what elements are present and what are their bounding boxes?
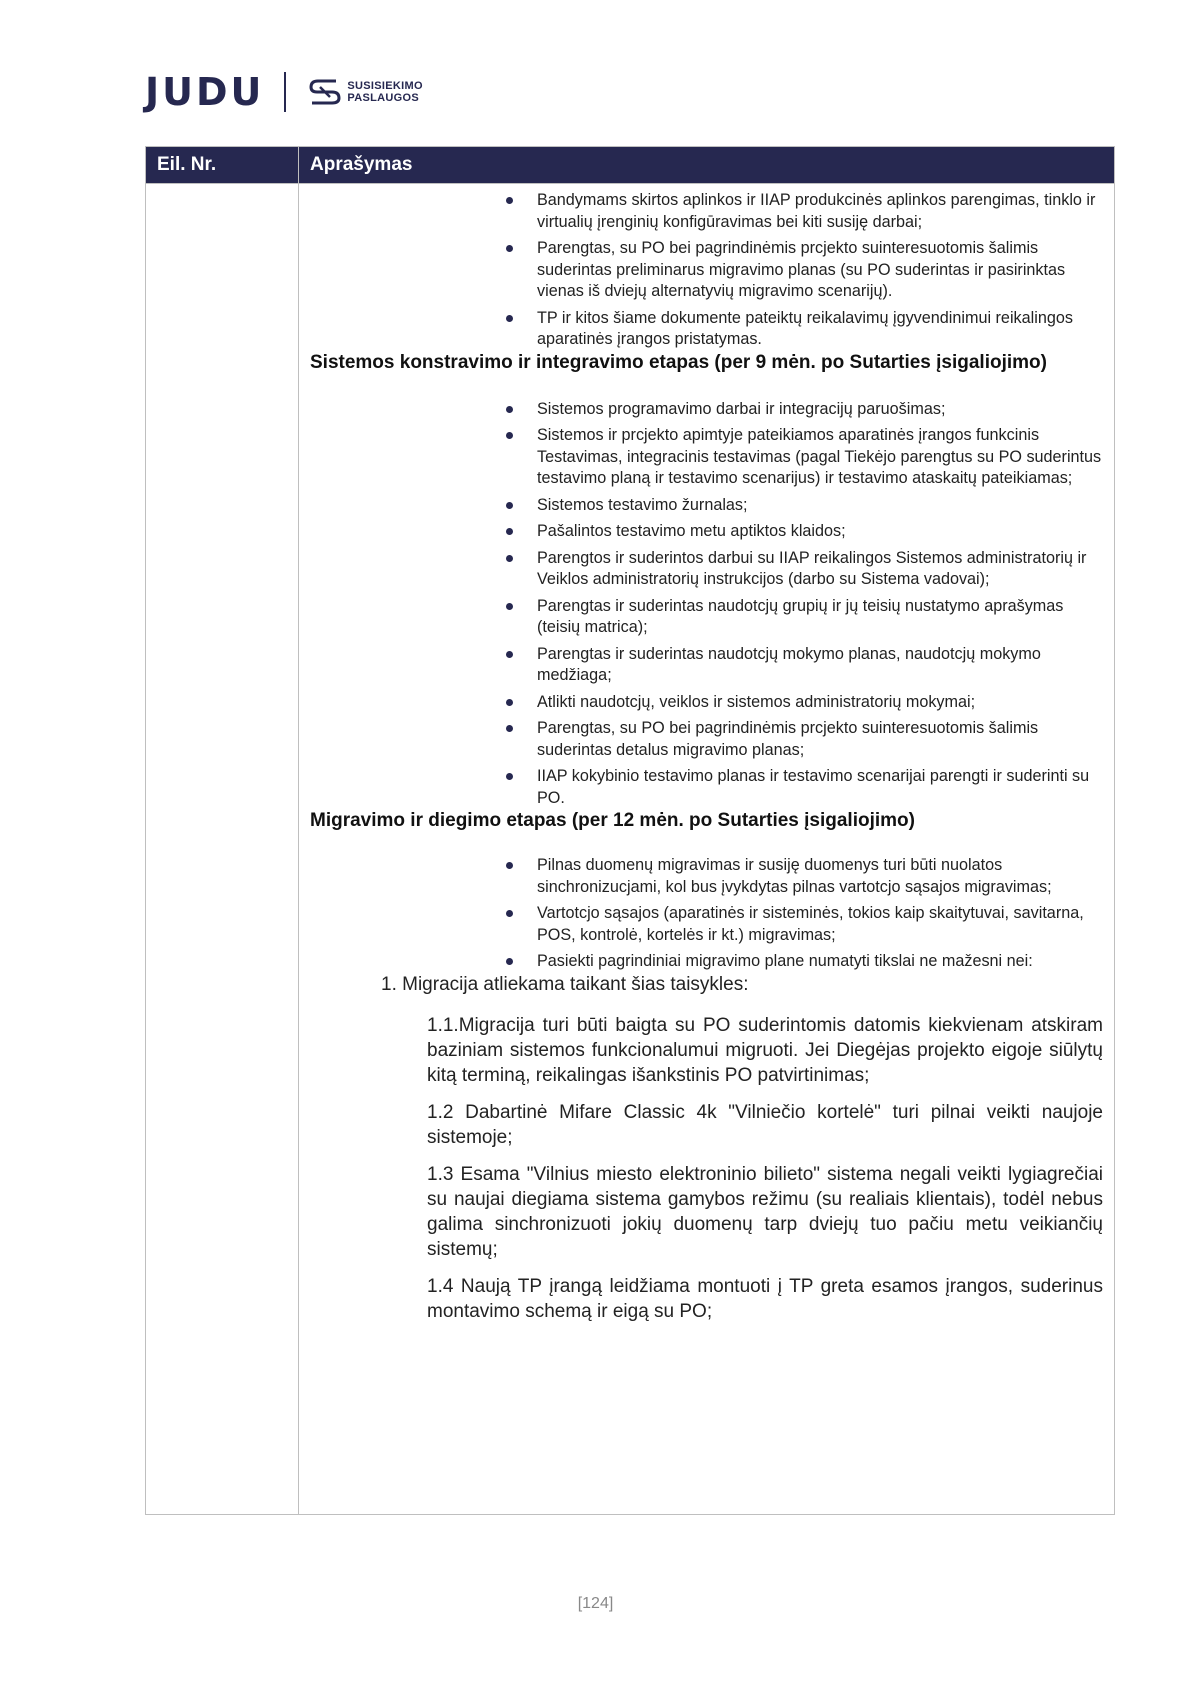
list-item: Bandymams skirtos aplinkos ir IIAP produkcinės aplinkos parengimas, tinklo ir virtualių įrenginių konfigūravimas bei kiti susiję darbai; (537, 190, 1103, 233)
intro-bullet-list (310, 190, 1103, 351)
column-header-aprasymas: Aprašymas (299, 147, 1115, 184)
section-heading-construction: Sistemos konstravimo ir integravimo etapas (per 9 mėn. po Sutarties įsigaliojimo) (310, 351, 1047, 373)
list-item: Parengtas ir suderintas naudotcjų mokymo planas, naudotcjų mokymo medžiaga; (537, 644, 1103, 687)
list-item: Parengtas ir suderintas naudotcjų grupių ir jų teisių nustatymo aprašymas (teisių matrica); (537, 596, 1103, 639)
section-heading-migration: Migravimo ir diegimo etapas (per 12 mėn. po Sutarties įsigaliojimo) (310, 810, 915, 831)
list-item: IIAP kokybinio testavimo planas ir testavimo scenarijai parengti ir suderinti su PO. (537, 766, 1103, 809)
logo-text (347, 80, 422, 104)
list-item: Atlikti naudotcjų, veiklos ir sistemos administratorių mokymai; (537, 692, 1103, 714)
header-logo (145, 70, 423, 114)
logo-text-line1: SUSISIEKIMO (347, 80, 423, 92)
eil-nr-cell (146, 184, 299, 1515)
description-cell (299, 184, 1115, 1515)
column-header-eil-nr: Eil. Nr. (146, 147, 299, 184)
sub-item-1-2: 1.2 Dabartinė Mifare Classic 4k "Vilniečio kortelė" turi pilnai veikti naujoje sistemoje; (427, 1101, 1103, 1148)
sub-item-1-4: 1.4 Naują TP įrangą leidžiama montuoti į TP greta esamos įrangos, suderinus montavimo schemą ir eigą su PO; (427, 1275, 1103, 1322)
logo-text-line2: PASLAUGOS (347, 92, 419, 104)
table-row (146, 184, 1115, 1515)
list-item: Sistemos programavimo darbai ir integracijų paruošimas; (537, 399, 1103, 421)
description-table (145, 146, 1115, 1515)
construction-bullet-list (310, 399, 1103, 810)
list-item: Vartotcjo sąsajos (aparatinės ir sisteminės, tokios kaip skaitytuvai, savitarna, POS, kontrolė, kortelės ir kt.) migravimas; (537, 903, 1103, 946)
page-number: [124] (577, 1595, 614, 1612)
numbered-item-1: 1. Migracija atliekama taikant šias taisykles: (381, 973, 749, 995)
susisiekimo-paslaugos-logo-icon (308, 77, 342, 107)
list-item: Sistemos testavimo žurnalas; (537, 495, 1103, 517)
list-item: Pilnas duomenų migravimas ir susiję duomenys turi būti nuolatos sinchronizucjami, kol bus įvykdytas pilnas vartotcjo sąsajos migravimas; (537, 855, 1103, 898)
list-item: Parengtas, su PO bei pagrindinėmis prcjekto suinteresuotomis šalimis suderintas preliminarus migravimo planas (su PO suderintas ir pasirinktas vienas iš dviejų alternatyvių migravimo scenarijų). (537, 238, 1103, 303)
list-item: Sistemos ir prcjekto apimtyje pateikiamos aparatinės įrangos funkcinis Testavimas, integracinis testavimas (pagal Tiekėjo parengtus su PO suderintus testavimo planą ir testavimo scenarijus) ir testavimo ataskaitų pateikiamas; (537, 425, 1103, 490)
list-item: Pasiekti pagrindiniai migravimo plane numatyti tikslai ne mažesni nei: (537, 951, 1103, 973)
judu-logo: JUDU (145, 70, 265, 114)
list-item: Pašalintos testavimo metu aptiktos klaidos; (537, 521, 1103, 543)
list-item: Parengtas, su PO bei pagrindinėmis prcjekto suinteresuotomis šalimis suderintas detalus migravimo planas; (537, 718, 1103, 761)
migration-bullet-list (310, 855, 1103, 973)
logo-divider (284, 72, 286, 112)
table-header-row (146, 147, 1115, 184)
sub-item-1-3: 1.3 Esama "Vilnius miesto elektroninio bilieto" sistema negali veikti lygiagrečiai su naujai diegiama sistema gamybos režimu (su realiais klientais), todėl nebus galima sinchronizuoti jokių duomenų tarp dviejų tuo pačiu metu veikiančių sistemų; (427, 1163, 1103, 1260)
sub-item-1-1: 1.1.Migracija turi būti baigta su PO suderintomis datomis kiekvienam atskiram baziniam sistemos funkcionalumui migruoti. Jei Diegėjas projekto eigoje siūlytų kitą terminą, reikalingas išankstinis PO patvirtinimas; (427, 1014, 1103, 1086)
list-item: TP ir kitos šiame dokumente pateiktų reikalavimų įgyvendinimui reikalingos aparatinės įrangos pristatymas. (537, 308, 1103, 351)
list-item: Parengtos ir suderintos darbui su IIAP reikalingos Sistemos administratorių ir Veiklos administratorių instrukcijos (darbo su Sistema vadovai); (537, 548, 1103, 591)
